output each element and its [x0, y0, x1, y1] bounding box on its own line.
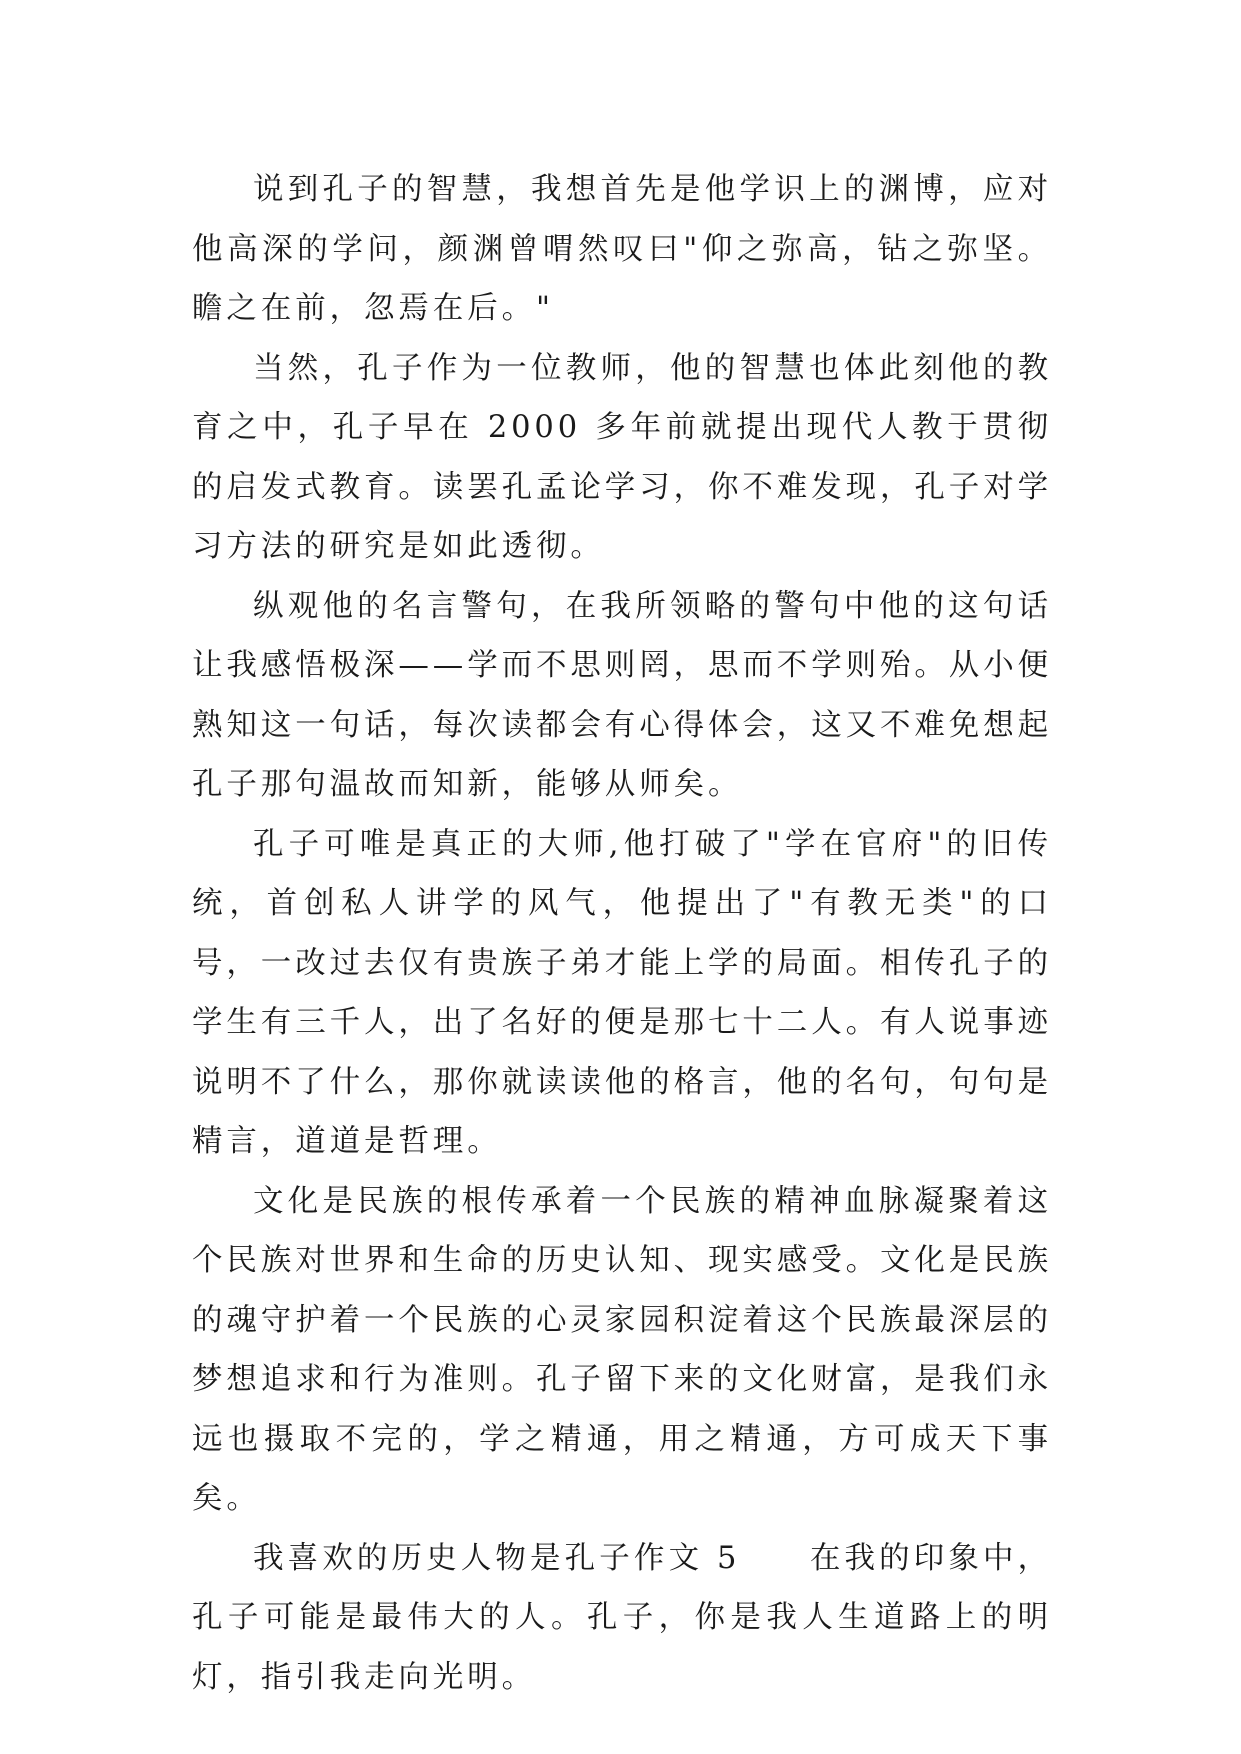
paragraph-essay-5: 我喜欢的历史人物是孔子作文 5 在我的印象中，孔子可能是最伟大的人。孔子，你是我人生道路上的明灯，指引我走向光明。	[192, 1540, 1052, 1695]
paragraph-culture: 文化是民族的根传承着一个民族的精神血脉凝聚着这个民族对世界和生命的历史认知、现实感受。文化是民族的魂守护着一个民族的心灵家园积淀着这个民族最深层的梦想追求和行为准则。孔子留下来的文化财富，是我们永远也摄取不完的，学之精通，用之精通，方可成天下事矣。	[192, 1183, 1052, 1516]
paragraph-quotes: 纵观他的名言警句，在我所领略的警句中他的这句话让我感悟极深——学而不思则罔，思而不学则殆。从小便熟知这一句话，每次读都会有心得体会，这又不难免想起孔子那句温故而知新，能够从师矣。	[192, 588, 1052, 802]
paragraph-wisdom: 说到孔子的智慧，我想首先是他学识上的渊博，应对他高深的学问，颜渊曾喟然叹曰"仰之弥高，钻之弥坚。瞻之在前，忽焉在后。"	[192, 172, 1052, 326]
paragraph-teacher: 当然，孔子作为一位教师，他的智慧也体此刻他的教育之中，孔子早在 2000 多年前就提出现代人教于贯彻的启发式教育。读罢孔孟论学习，你不难发现，孔子对学习方法的研究是如此透彻。	[192, 350, 1052, 564]
document-body	[192, 160, 1052, 1707]
paragraph-master: 孔子可唯是真正的大师,他打破了"学在官府"的旧传统，首创私人讲学的风气，他提出了"有教无类"的口号，一改过去仅有贵族子弟才能上学的局面。相传孔子的学生有三千人，出了名好的便是那七十二人。有人说事迹说明不了什么，那你就读读他的格言，他的名句，句句是精言，道道是哲理。	[192, 826, 1052, 1159]
